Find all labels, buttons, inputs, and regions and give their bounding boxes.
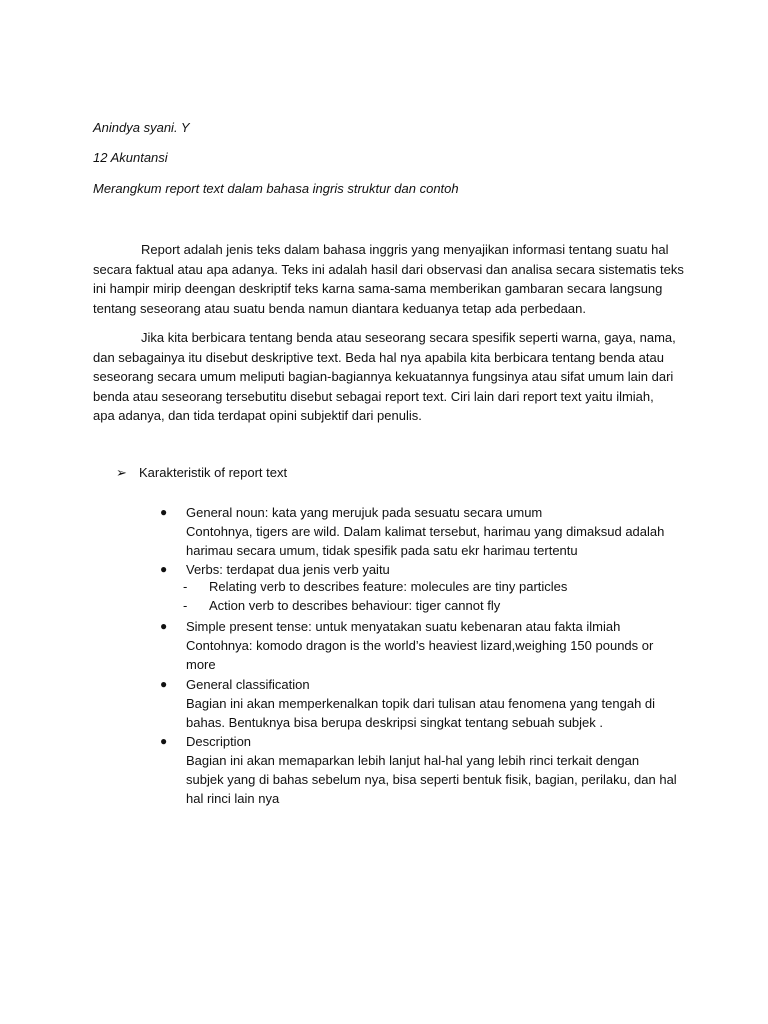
sub-item-text: Action verb to describes behaviour: tiger cannot fly [209,598,501,613]
bullet-icon: ● [160,734,168,748]
item-line: Contohnya: komodo dragon is the world’s heaviest lizard,weighing 150 pounds or [186,638,654,653]
class-label: 12 Akuntansi [93,150,168,165]
paragraph-line: dan sebagainya itu disebut deskriptive text. Beda hal nya apabila kita berbicara tentang benda atau [93,349,664,365]
paragraph-1 [93,240,693,318]
dash-bullet: - [183,598,188,613]
sub-item-action-verb [183,598,500,613]
paragraph-2 [93,328,693,426]
bullet-icon: ● [160,619,168,633]
section-heading [116,465,287,481]
paragraph-line: tentang seseorang atau suatu benda namun diantara keduanya tetap ada perbedaan. [93,300,586,316]
paragraph-line: Jika kita berbicara tentang benda atau seseorang secara spesifik seperti warna, gaya, nama, [141,330,676,345]
item-line: Bagian ini akan memperkenalkan topik dari tulisan atau fenomena yang tengah di [186,696,656,711]
paragraph-line: apa adanya, dan tida terdapat opini subjektif dari penulis. [93,408,422,423]
item-line: Bagian ini akan memaparkan lebih lanjut hal-hal yang lebih rinci terkait dengan [186,753,640,768]
item-line: hal rinci lain nya [186,791,280,806]
section-title: Karakteristik of report text [139,465,288,480]
paragraph-line: Report adalah jenis teks dalam bahasa inggris yang menyajikan informasi tentang suatu hal [141,242,669,257]
paragraph-line: secara faktual atau apa adanya. Teks ini adalah hasil dari observasi dan analisa secara sistematis teks [93,261,684,277]
item-line: harimau secara umum, tidak spesifik pada satu ekr harimau tertentu [186,543,578,558]
sub-item-relating-verb [183,579,567,594]
item-line: bahas. Bentuknya bisa berupa deskripsi singkat tentang sebuah subjek . [186,715,603,730]
document-subject: Merangkum report text dalam bahasa ingris struktur dan contoh [93,181,459,196]
author-name: Anindya syani. Y [93,120,190,135]
sub-item-text: Relating verb to describes feature: molecules are tiny particles [209,579,568,594]
dash-bullet: - [183,579,188,594]
bullet-icon: ● [160,677,168,691]
item-line: Description [186,734,252,749]
paragraph-line: ini hampir mirip deengan deskriptif teks karna sama-sama memberikan gambaran secara langsung [93,281,663,296]
item-line: more [186,657,216,672]
item-line: General classification [186,677,310,692]
item-line: General noun: kata yang merujuk pada sesuatu secara umum [186,505,543,520]
arrow-bullet-icon: ➢ [116,465,127,480]
item-line: subjek yang di bahas sebelum nya, bisa seperti bentuk fisik, bagian, perilaku, dan hal [186,772,677,787]
item-line: Simple present tense: untuk menyatakan suatu kebenaran atau fakta ilmiah [186,619,621,634]
bullet-icon: ● [160,562,168,576]
paragraph-line: benda atau seseorang tersebutitu disebut sebagai report text. Ciri lain dari report text yaitu ilmiah, [93,388,654,404]
bullet-icon: ● [160,505,168,519]
item-line: Contohnya, tigers are wild. Dalam kalimat tersebut, harimau yang dimaksud adalah [186,524,665,539]
item-line: Verbs: terdapat dua jenis verb yaitu [186,562,390,577]
paragraph-line: seseorang secara umum meliputi bagian-bagiannya kekuatannya fungsinya atau sifat umum lain dari [93,369,674,384]
